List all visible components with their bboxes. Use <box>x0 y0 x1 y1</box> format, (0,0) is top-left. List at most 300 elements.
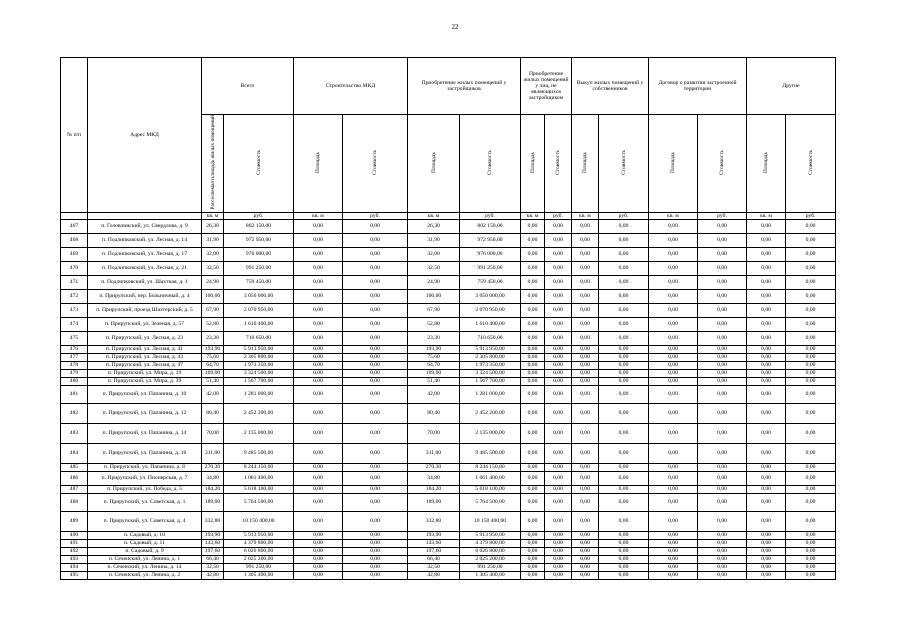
total-area: 184,20 <box>202 485 224 493</box>
nondev-cost: 0,00 <box>545 423 572 443</box>
nondev-cost: 0,00 <box>545 317 572 331</box>
table-row <box>61 485 836 493</box>
table-row <box>61 345 836 353</box>
construction-area: 0,00 <box>294 303 343 317</box>
construction-area: 0,00 <box>294 403 343 423</box>
other-area: 0,00 <box>747 511 786 531</box>
developer-area: 143,60 <box>408 539 460 547</box>
buyout-area: 0,00 <box>572 403 599 423</box>
dev-agreement-cost: 0,00 <box>698 261 747 275</box>
other-area: 0,00 <box>747 331 786 345</box>
other-cost: 0,00 <box>786 443 836 463</box>
nondev-cost: 0,00 <box>545 219 572 233</box>
developer-area: 197,60 <box>408 547 460 555</box>
dev-agreement-area: 0,00 <box>649 353 698 361</box>
sub-header-cost-5 <box>698 115 747 213</box>
buyout-area: 0,00 <box>572 463 599 471</box>
nondev-cost: 0,00 <box>545 485 572 493</box>
construction-area: 0,00 <box>294 531 343 539</box>
sub-header-area-1 <box>294 115 343 213</box>
developer-area: 32,50 <box>408 261 460 275</box>
nondev-area: 0,00 <box>521 443 545 463</box>
total-area: 64,70 <box>202 361 224 369</box>
sub-header-cost-label: Стоимость <box>719 149 726 175</box>
row-index: 487 <box>61 485 88 493</box>
total-cost: 1 281 000,00 <box>224 385 294 403</box>
row-address: п. Прирупский, ул. Советская, д. 4 <box>88 511 202 531</box>
dev-agreement-cost: 0,00 <box>698 289 747 303</box>
row-index: 467 <box>61 219 88 233</box>
row-index: 485 <box>61 463 88 471</box>
nondev-cost: 0,00 <box>545 331 572 345</box>
nondev-area: 0,00 <box>521 233 545 247</box>
row-index: 489 <box>61 511 88 531</box>
developer-cost: 1 973 350,00 <box>460 361 521 369</box>
dev-agreement-area: 0,00 <box>649 219 698 233</box>
sub-header-cost-3 <box>545 115 572 213</box>
total-area: 26,30 <box>202 219 224 233</box>
developer-area: 23,30 <box>408 331 460 345</box>
buyout-area: 0,00 <box>572 531 599 539</box>
total-cost: 1 305 400,00 <box>224 571 294 579</box>
table-row <box>61 493 836 511</box>
sub-header-cost-2 <box>460 115 521 213</box>
nondev-area: 0,00 <box>521 317 545 331</box>
buyout-cost: 0,00 <box>599 485 649 493</box>
construction-area: 0,00 <box>294 353 343 361</box>
dev-agreement-cost: 0,00 <box>698 369 747 377</box>
row-address: п. Прирупский, ул. Мира, д. 19 <box>88 369 202 377</box>
developer-cost: 972 950,00 <box>460 233 521 247</box>
other-cost: 0,00 <box>786 403 836 423</box>
total-cost: 972 950,00 <box>224 233 294 247</box>
construction-area: 0,00 <box>294 275 343 289</box>
other-cost: 0,00 <box>786 275 836 289</box>
header-index: № п/п <box>61 58 88 213</box>
table-row <box>61 443 836 463</box>
sub-header-cost-label: Стоимость <box>372 149 378 175</box>
dev-agreement-cost: 0,00 <box>698 443 747 463</box>
total-area: 332,80 <box>202 511 224 531</box>
buyout-area: 0,00 <box>572 423 599 443</box>
nondev-area: 0,00 <box>521 369 545 377</box>
dev-agreement-area: 0,00 <box>649 345 698 353</box>
dev-agreement-area: 0,00 <box>649 403 698 423</box>
table-row <box>61 317 836 331</box>
dev-agreement-cost: 0,00 <box>698 247 747 261</box>
construction-area: 0,00 <box>294 233 343 247</box>
row-index: 479 <box>61 369 88 377</box>
sub-header-area-label: Площадь <box>315 151 321 173</box>
construction-cost: 0,00 <box>343 331 408 345</box>
total-area: 34,80 <box>202 471 224 485</box>
other-area: 0,00 <box>747 539 786 547</box>
nondev-cost: 0,00 <box>545 369 572 377</box>
unit-area: кв. м <box>747 212 786 219</box>
dev-agreement-cost: 0,00 <box>698 531 747 539</box>
construction-area: 0,00 <box>294 219 343 233</box>
header-address: Адрес МКД <box>88 58 202 213</box>
buyout-area: 0,00 <box>572 361 599 369</box>
other-cost: 0,00 <box>786 511 836 531</box>
other-cost: 0,00 <box>786 303 836 317</box>
row-address: п. Прирупский, ул. Пионерская, д. 7 <box>88 471 202 485</box>
row-address: п. Подлипковский, ул. Лесная, д. 17 <box>88 247 202 261</box>
total-area: 32,50 <box>202 261 224 275</box>
nondev-area: 0,00 <box>521 377 545 385</box>
row-index: 492 <box>61 547 88 555</box>
buyout-area: 0,00 <box>572 219 599 233</box>
nondev-cost: 0,00 <box>545 571 572 579</box>
buyout-area: 0,00 <box>572 563 599 571</box>
other-area: 0,00 <box>747 289 786 303</box>
total-area: 32,00 <box>202 247 224 261</box>
group-header-3: Приобретение жилых помещений у лиц, не являющихся застройщиком <box>521 58 572 115</box>
total-cost: 976 000,00 <box>224 247 294 261</box>
construction-area: 0,00 <box>294 369 343 377</box>
total-cost: 2 452 200,00 <box>224 403 294 423</box>
total-cost: 10 150 400,00 <box>224 511 294 531</box>
nondev-cost: 0,00 <box>545 547 572 555</box>
sub-header-area-label: Площадь <box>763 151 770 173</box>
developer-cost: 3 324 500,00 <box>460 369 521 377</box>
nondev-area: 0,00 <box>521 303 545 317</box>
developer-area: 24,90 <box>408 275 460 289</box>
nondev-area: 0,00 <box>521 331 545 345</box>
construction-cost: 0,00 <box>343 377 408 385</box>
construction-cost: 0,00 <box>343 303 408 317</box>
buyout-cost: 0,00 <box>599 377 649 385</box>
group-header-6: Другие <box>747 58 836 115</box>
other-cost: 0,00 <box>786 219 836 233</box>
nondev-area: 0,00 <box>521 563 545 571</box>
nondev-cost: 0,00 <box>545 261 572 275</box>
row-index: 491 <box>61 539 88 547</box>
developer-cost: 710 650,00 <box>460 331 521 345</box>
dev-agreement-cost: 0,00 <box>698 493 747 511</box>
buyout-cost: 0,00 <box>599 563 649 571</box>
buyout-area: 0,00 <box>572 377 599 385</box>
developer-area: 32,50 <box>408 563 460 571</box>
total-area: 23,30 <box>202 331 224 345</box>
nondev-area: 0,00 <box>521 423 545 443</box>
row-index: 488 <box>61 493 88 511</box>
construction-area: 0,00 <box>294 331 343 345</box>
developer-area: 270,30 <box>408 463 460 471</box>
dev-agreement-area: 0,00 <box>649 511 698 531</box>
total-area: 75,60 <box>202 353 224 361</box>
developer-area: 100,00 <box>408 289 460 303</box>
construction-cost: 0,00 <box>343 563 408 571</box>
buyout-cost: 0,00 <box>599 385 649 403</box>
nondev-cost: 0,00 <box>545 555 572 563</box>
row-address: п. Прирупский, ул. Мира, д. 39 <box>88 377 202 385</box>
developer-cost: 2 025 200,00 <box>460 555 521 563</box>
buyout-area: 0,00 <box>572 471 599 485</box>
construction-cost: 0,00 <box>343 275 408 289</box>
nondev-cost: 0,00 <box>545 539 572 547</box>
developer-area: 80,40 <box>408 403 460 423</box>
construction-cost: 0,00 <box>343 531 408 539</box>
other-area: 0,00 <box>747 547 786 555</box>
construction-area: 0,00 <box>294 377 343 385</box>
nondev-area: 0,00 <box>521 471 545 485</box>
construction-cost: 0,00 <box>343 317 408 331</box>
other-cost: 0,00 <box>786 485 836 493</box>
construction-area: 0,00 <box>294 289 343 303</box>
other-cost: 0,00 <box>786 369 836 377</box>
nondev-cost: 0,00 <box>545 493 572 511</box>
total-area: 31,90 <box>202 233 224 247</box>
developer-cost: 1 567 700,00 <box>460 377 521 385</box>
other-cost: 0,00 <box>786 353 836 361</box>
construction-cost: 0,00 <box>343 463 408 471</box>
buyout-cost: 0,00 <box>599 353 649 361</box>
row-index: 469 <box>61 247 88 261</box>
construction-area: 0,00 <box>294 555 343 563</box>
dev-agreement-area: 0,00 <box>649 275 698 289</box>
nondev-cost: 0,00 <box>545 511 572 531</box>
construction-area: 0,00 <box>294 571 343 579</box>
unit-cost: руб. <box>545 212 572 219</box>
total-cost: 8 244 150,00 <box>224 463 294 471</box>
construction-cost: 0,00 <box>343 471 408 485</box>
table-row <box>61 361 836 369</box>
buyout-area: 0,00 <box>572 261 599 275</box>
group-header-2: Приобретение жилых помещений у застройщиков <box>408 58 521 115</box>
buyout-cost: 0,00 <box>599 547 649 555</box>
dev-agreement-area: 0,00 <box>649 531 698 539</box>
dev-agreement-cost: 0,00 <box>698 471 747 485</box>
total-cost: 2 135 000,00 <box>224 423 294 443</box>
other-cost: 0,00 <box>786 233 836 247</box>
dev-agreement-cost: 0,00 <box>698 511 747 531</box>
construction-cost: 0,00 <box>343 247 408 261</box>
nondev-cost: 0,00 <box>545 247 572 261</box>
construction-area: 0,00 <box>294 539 343 547</box>
row-address: п. Подлипковский, ул. Шахтная, д. 1 <box>88 275 202 289</box>
other-cost: 0,00 <box>786 247 836 261</box>
buyout-area: 0,00 <box>572 485 599 493</box>
other-cost: 0,00 <box>786 463 836 471</box>
construction-cost: 0,00 <box>343 443 408 463</box>
row-address: п. Прирупский, проезд Шахтерский, д. 5 <box>88 303 202 317</box>
buyout-area: 0,00 <box>572 555 599 563</box>
row-address: п. Подлипковский, ул. Лесная, д. 21 <box>88 261 202 275</box>
buyout-area: 0,00 <box>572 571 599 579</box>
dev-agreement-cost: 0,00 <box>698 303 747 317</box>
dev-agreement-area: 0,00 <box>649 463 698 471</box>
total-area: 311,00 <box>202 443 224 463</box>
dev-agreement-area: 0,00 <box>649 303 698 317</box>
total-cost: 2 305 800,00 <box>224 353 294 361</box>
row-address: п. Прирупский, ул. Советская, д. 1 <box>88 493 202 511</box>
dev-agreement-area: 0,00 <box>649 571 698 579</box>
nondev-cost: 0,00 <box>545 233 572 247</box>
row-index: 481 <box>61 385 88 403</box>
table-row <box>61 247 836 261</box>
construction-cost: 0,00 <box>343 547 408 555</box>
table-row <box>61 403 836 423</box>
other-cost: 0,00 <box>786 361 836 369</box>
dev-agreement-area: 0,00 <box>649 539 698 547</box>
developer-cost: 2 305 800,00 <box>460 353 521 361</box>
dev-agreement-cost: 0,00 <box>698 377 747 385</box>
buyout-area: 0,00 <box>572 275 599 289</box>
construction-area: 0,00 <box>294 493 343 511</box>
total-cost: 1 610 400,00 <box>224 317 294 331</box>
buyout-cost: 0,00 <box>599 369 649 377</box>
dev-agreement-cost: 0,00 <box>698 547 747 555</box>
unit-blank-index <box>61 212 88 219</box>
nondev-area: 0,00 <box>521 539 545 547</box>
other-area: 0,00 <box>747 555 786 563</box>
developer-area: 26,30 <box>408 219 460 233</box>
developer-area: 332,80 <box>408 511 460 531</box>
unit-area: кв. м <box>408 212 460 219</box>
developer-area: 34,80 <box>408 471 460 485</box>
developer-area: 311,00 <box>408 443 460 463</box>
buyout-cost: 0,00 <box>599 471 649 485</box>
dev-agreement-cost: 0,00 <box>698 539 747 547</box>
sub-header-cost-label: Стоимость <box>487 149 493 175</box>
other-area: 0,00 <box>747 233 786 247</box>
nondev-cost: 0,00 <box>545 563 572 571</box>
unit-cost: руб. <box>343 212 408 219</box>
sub-header-cost-label: Стоимость <box>255 149 262 175</box>
nondev-area: 0,00 <box>521 385 545 403</box>
sub-header-cost-0 <box>224 115 294 213</box>
construction-area: 0,00 <box>294 547 343 555</box>
developer-cost: 6 026 800,00 <box>460 547 521 555</box>
unit-cost: руб. <box>460 212 521 219</box>
sub-header-cost-label: Стоимость <box>555 149 562 175</box>
developer-cost: 991 250,00 <box>460 261 521 275</box>
developer-cost: 5 913 950,00 <box>460 531 521 539</box>
other-area: 0,00 <box>747 423 786 443</box>
construction-area: 0,00 <box>294 247 343 261</box>
row-address: п. Подлипковский, ул. Лесная, д. 14 <box>88 233 202 247</box>
buyout-cost: 0,00 <box>599 531 649 539</box>
table-row <box>61 571 836 579</box>
other-cost: 0,00 <box>786 563 836 571</box>
developer-cost: 8 244 150,00 <box>460 463 521 471</box>
table-row <box>61 233 836 247</box>
dev-agreement-cost: 0,00 <box>698 345 747 353</box>
dev-agreement-cost: 0,00 <box>698 555 747 563</box>
dev-agreement-area: 0,00 <box>649 471 698 485</box>
row-index: 484 <box>61 443 88 463</box>
buyout-area: 0,00 <box>572 547 599 555</box>
row-address: п. Садовый, д. 9 <box>88 547 202 555</box>
group-header-0: Всего <box>202 58 294 115</box>
row-address: п. Прирупский, ул. Папанина, д. 8 <box>88 463 202 471</box>
other-area: 0,00 <box>747 345 786 353</box>
total-area: 24,90 <box>202 275 224 289</box>
buyout-area: 0,00 <box>572 539 599 547</box>
other-area: 0,00 <box>747 471 786 485</box>
other-cost: 0,00 <box>786 539 836 547</box>
sub-header-cost-4 <box>599 115 649 213</box>
row-address: п. Прирупский, ул. Папанина, д. 12 <box>88 403 202 423</box>
row-address: п. Прирупский, ул. Лесная, д. 41 <box>88 345 202 353</box>
other-area: 0,00 <box>747 443 786 463</box>
total-cost: 991 250,00 <box>224 261 294 275</box>
buyout-cost: 0,00 <box>599 539 649 547</box>
dev-agreement-cost: 0,00 <box>698 275 747 289</box>
row-address: п. Прирупский, ул. Лесная, д. 23 <box>88 331 202 345</box>
nondev-cost: 0,00 <box>545 471 572 485</box>
row-index: 490 <box>61 531 88 539</box>
construction-area: 0,00 <box>294 511 343 531</box>
table-row <box>61 531 836 539</box>
buyout-cost: 0,00 <box>599 511 649 531</box>
total-area: 109,00 <box>202 369 224 377</box>
developer-area: 193,90 <box>408 531 460 539</box>
nondev-cost: 0,00 <box>545 385 572 403</box>
table-row <box>61 511 836 531</box>
nondev-area: 0,00 <box>521 571 545 579</box>
construction-cost: 0,00 <box>343 511 408 531</box>
row-index: 478 <box>61 361 88 369</box>
table-row <box>61 261 836 275</box>
total-cost: 802 150,00 <box>224 219 294 233</box>
developer-cost: 1 061 400,00 <box>460 471 521 485</box>
construction-cost: 0,00 <box>343 233 408 247</box>
sub-header-cost-label: Стоимость <box>620 149 627 175</box>
dev-agreement-cost: 0,00 <box>698 331 747 345</box>
row-index: 494 <box>61 563 88 571</box>
sub-header-area-3 <box>521 115 545 213</box>
nondev-cost: 0,00 <box>545 361 572 369</box>
construction-cost: 0,00 <box>343 485 408 493</box>
construction-cost: 0,00 <box>343 403 408 423</box>
buyout-area: 0,00 <box>572 233 599 247</box>
developer-cost: 3 050 000,00 <box>460 289 521 303</box>
row-index: 495 <box>61 571 88 579</box>
nondev-cost: 0,00 <box>545 275 572 289</box>
developer-area: 32,00 <box>408 247 460 261</box>
table-row <box>61 539 836 547</box>
row-address: п. Прирупский, ул. Папанина, д. 14 <box>88 423 202 443</box>
buyout-cost: 0,00 <box>599 555 649 563</box>
table-row <box>61 353 836 361</box>
construction-area: 0,00 <box>294 261 343 275</box>
row-index: 477 <box>61 353 88 361</box>
total-area: 189,00 <box>202 493 224 511</box>
buyout-cost: 0,00 <box>599 261 649 275</box>
dev-agreement-cost: 0,00 <box>698 463 747 471</box>
dev-agreement-cost: 0,00 <box>698 361 747 369</box>
construction-area: 0,00 <box>294 443 343 463</box>
total-cost: 5 618 100,00 <box>224 485 294 493</box>
unit-cost: руб. <box>698 212 747 219</box>
construction-area: 0,00 <box>294 361 343 369</box>
developer-cost: 4 379 800,00 <box>460 539 521 547</box>
other-cost: 0,00 <box>786 493 836 511</box>
nondev-cost: 0,00 <box>545 403 572 423</box>
sub-header-area-5 <box>649 115 698 213</box>
developer-cost: 976 000,00 <box>460 247 521 261</box>
total-cost: 759 450,00 <box>224 275 294 289</box>
nondev-area: 0,00 <box>521 547 545 555</box>
dev-agreement-area: 0,00 <box>649 377 698 385</box>
sub-header-area-2 <box>408 115 460 213</box>
table-row <box>61 289 836 303</box>
other-area: 0,00 <box>747 463 786 471</box>
construction-cost: 0,00 <box>343 555 408 563</box>
unit-area: кв. м <box>521 212 545 219</box>
